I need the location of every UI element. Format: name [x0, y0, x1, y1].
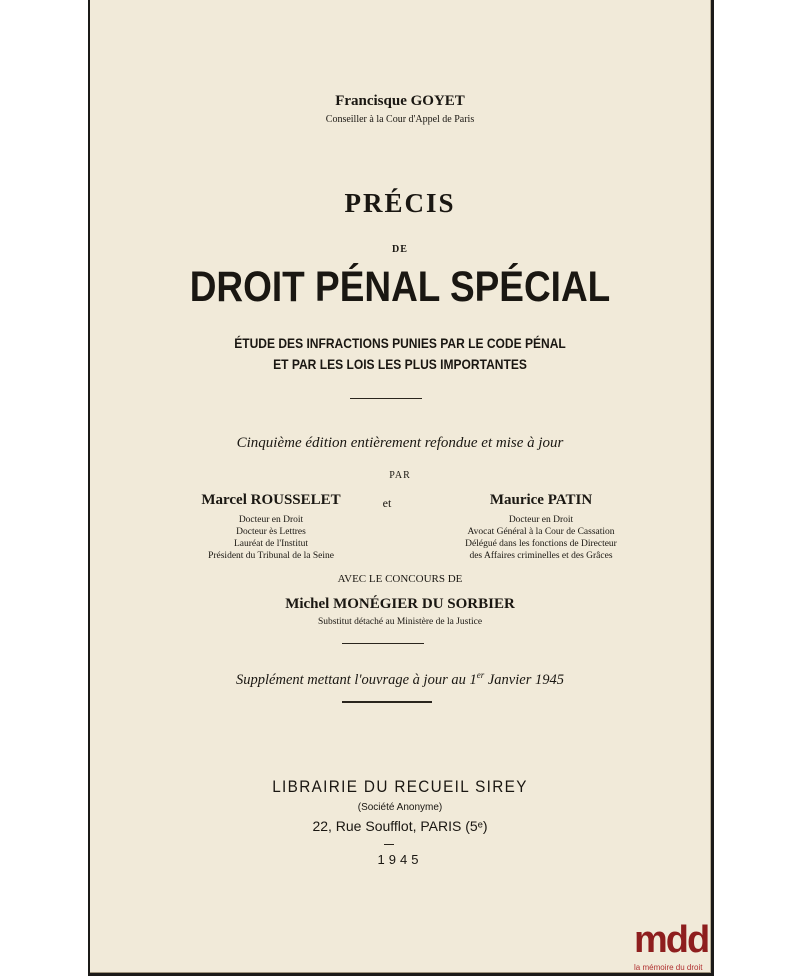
editor-left-credential: Docteur en Droit	[238, 515, 304, 525]
subtitle-line-1: ÉTUDE DES INFRACTIONS PUNIES PAR LE CODE PÉNAL	[234, 335, 566, 351]
editor-left-credential: Président du Tribunal de la Seine	[208, 551, 334, 561]
main-title: DROIT PÉNAL SPÉCIAL	[189, 263, 611, 311]
title-precis: PRÉCIS	[344, 188, 456, 218]
par-label: PAR	[389, 470, 411, 481]
watermark-tagline: la mémoire du droit	[634, 963, 703, 972]
publisher-type: (Société Anonyme)	[357, 802, 443, 813]
author-role: Conseiller à la Cour d'Appel de Paris	[325, 114, 475, 125]
publisher-address: 22, Rue Soufflot, PARIS (5ᵉ)	[312, 818, 488, 834]
subtitle-line-2: ET PAR LES LOIS LES PLUS IMPORTANTES	[273, 356, 527, 372]
publisher-name: LIBRAIRIE DU RECUEIL SIREY	[272, 777, 528, 796]
divider-2	[342, 643, 424, 644]
editor-right	[446, 492, 636, 562]
collaborator-role: Substitut détaché au Ministère de la Justice	[317, 617, 483, 627]
supplement-superscript: er	[476, 670, 485, 680]
supplement-text: Supplément mettant l'ouvrage à jour au 1	[236, 671, 477, 688]
concours-label: AVEC LE CONCOURS DE	[337, 573, 463, 585]
editor-left-name: Marcel ROUSSELET	[201, 492, 341, 508]
collaborator-name: Michel MONÉGIER DU SORBIER	[285, 596, 515, 612]
divider-3	[342, 701, 432, 703]
publication-year: 1945	[377, 852, 423, 867]
supplement-statement	[0, 670, 800, 689]
watermark-mark: mdd	[634, 919, 709, 961]
editor-right-credential: des Affaires criminelles et des Grâces	[469, 551, 613, 561]
editor-right-name: Maurice PATIN	[489, 492, 593, 508]
supplement-date: Janvier 1945	[484, 671, 564, 688]
editor-left	[176, 492, 366, 562]
editor-right-credential: Avocat Général à la Cour de Cassation	[467, 527, 615, 537]
editor-right-credential: Docteur en Droit	[508, 515, 574, 525]
editor-left-credential: Lauréat de l'Institut	[234, 539, 308, 549]
divider-4	[384, 844, 394, 845]
divider-1	[350, 398, 422, 399]
conjunction-et: et	[382, 496, 392, 510]
editor-right-credential: Délégué dans les fonctions de Directeur	[465, 539, 617, 549]
author-name: Francisque GOYET	[335, 93, 465, 109]
edition-statement: Cinquième édition entièrement refondue et mise à jour	[236, 435, 564, 451]
watermark-logo	[634, 921, 724, 976]
title-de: DE	[392, 244, 408, 255]
editor-left-credential: Docteur ès Lettres	[236, 527, 306, 537]
